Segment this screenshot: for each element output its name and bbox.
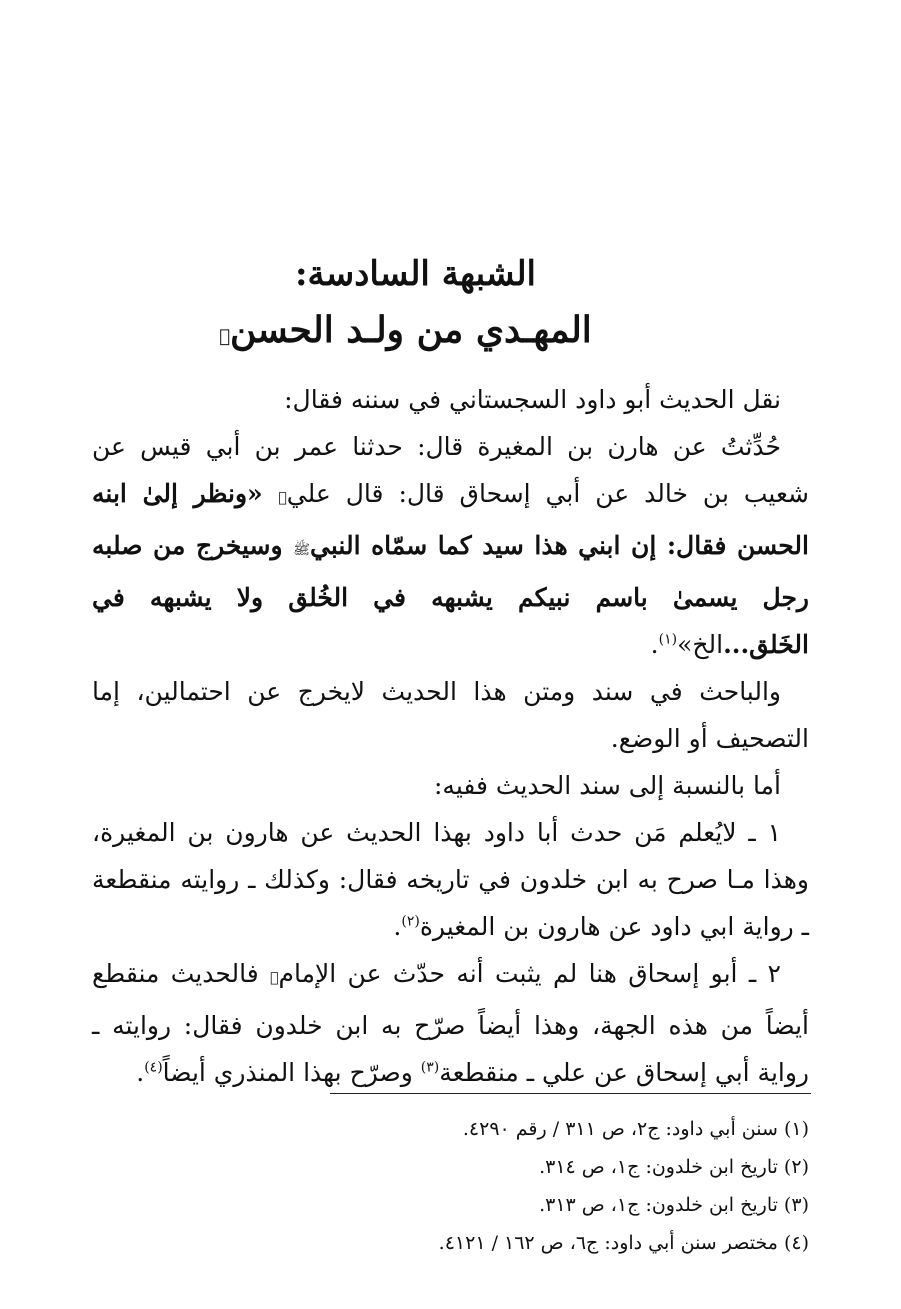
footnote-divider [330,1093,811,1094]
hadith-quote: «ونظر إلىٰ ابنه الحسن فقال: إن ابني هذا سيد كما سمّاه النبي [92,479,809,560]
alayhi-salam-icon: ﷤ [219,326,230,347]
paragraph-text: حُدِّثتُ عن هارن بن المغيرة قال: حدثنا عمر بن أبي قيس عن شعيب بن خالد عن أبي إسحاق قال: قال علي [92,432,809,508]
hadith-quote-cont: وسيخرج من صلبه رجل يسمىٰ باسم نبيكم يشبهه في الخُلق ولا يشبهه في الخَلق... [92,531,809,659]
paragraph-text: ٢ ـ أبو إسحاق هنا لم يثبت أنه حدّث عن الإمام [278,959,781,988]
paragraph-text: والباحث في سند ومتن هذا الحديث لايخرج عن احتمالين، إما التصحيف أو الوضع. [92,677,809,753]
footnotes [92,1110,809,1262]
paragraph: ٢ ـ أبو إسحاق هنا لم يثبت أنه حدّث عن الإمام﷤ فالحديث منقطع أيضاً من هذه الجهة، وهذا أيضاً صرّح به ابن خلدون فقال: روايته ـ رواية أبي إسحاق عن علي ـ منقطعة$^{(٣)}$ وصرّح بهذا المنذري أيضاً$^{(٤)}$. [92,959,809,1087]
paragraph-text: الخ» [677,630,724,659]
paragraph-text: ١ ـ لايُعلم مَن حدث أبا داود بهذا الحديث عن هارون بن المغيرة، وهذا مـا صرح به ابن خلدون في تاريخه فقال: وكذلك ـ روايته منقطعة ـ رواية ابي داود عن هارون بن المغيرة [92,818,809,941]
main-text [92,376,809,1096]
salla-allah-icon: ﷺ [293,542,311,558]
paragraph [92,668,809,762]
section-subtitle [0,308,856,359]
paragraph-text: نقل الحديث أبو داود السجستاني في سننه فقال: [284,385,781,414]
footnote-item: (١) سنن أبي داود: ج٢، ص ٣١١ / رقم ٤٢٩٠. [462,1118,809,1140]
footnote-ref[interactable]: (١) [658,631,678,648]
paragraph-text: فالحديث منقطع أيضاً من هذه الجهة، وهذا أيضاً صرّح به ابن خلدون فقال: روايته ـ رواية أبي إسحاق عن علي ـ منقطعة [92,959,809,1087]
footnote-item: (٣) تاريخ ابن خلدون: ج١، ص ٣١٣. [539,1194,809,1216]
footnote-item: (٢) تاريخ ابن خلدون: ج١، ص ٣١٤. [539,1156,809,1178]
section-title-text: الشبهة السادسة: [294,254,537,294]
paragraph-text: أما بالنسبة إلى سند الحديث ففيه: [434,771,781,800]
section-subtitle-text: المهـدي من ولـد الحسن [230,309,592,351]
paragraph-text: وصرّح بهذا المنذري أيضاً [162,1058,421,1087]
paragraph [92,376,809,423]
alayhi-salam-icon: ﷤ [278,490,287,506]
footnote-ref[interactable]: (٤) [144,1059,163,1076]
footnote-ref[interactable]: (٢) [401,913,420,930]
alayhi-salam-icon: ﷤ [270,970,279,986]
section-title [0,252,866,296]
hadith-paragraph: حُدِّثتُ عن هارن بن المغيرة قال: حدثنا عمر بن أبي قيس عن شعيب بن خالد عن أبي إسحاق قال: قال علي﷤ «ونظر إلىٰ ابنه الحسن فقال: إن ابني هذا سيد كما سمّاه النبيﷺ وسيخرج من صلبه رجل يسمىٰ باسم نبيكم يشبهه في الخُلق ولا يشبهه في الخَلق...الخ»$^{(١)}$. [92,432,809,659]
footnote-item: (٤) مختصر سنن أبي داود: ج٦، ص ١٦٢ / ٤١٢١. [438,1232,809,1254]
footnote-ref[interactable]: (٣) [420,1059,440,1076]
paragraph [92,762,809,809]
paragraph: ١ ـ لايُعلم مَن حدث أبا داود بهذا الحديث عن هارون بن المغيرة، وهذا مـا صرح به ابن خلدون في تاريخه فقال: وكذلك ـ روايته منقطعة ـ رواية ابي داود عن هارون بن المغيرة$^{(٢)}$. [92,818,809,941]
